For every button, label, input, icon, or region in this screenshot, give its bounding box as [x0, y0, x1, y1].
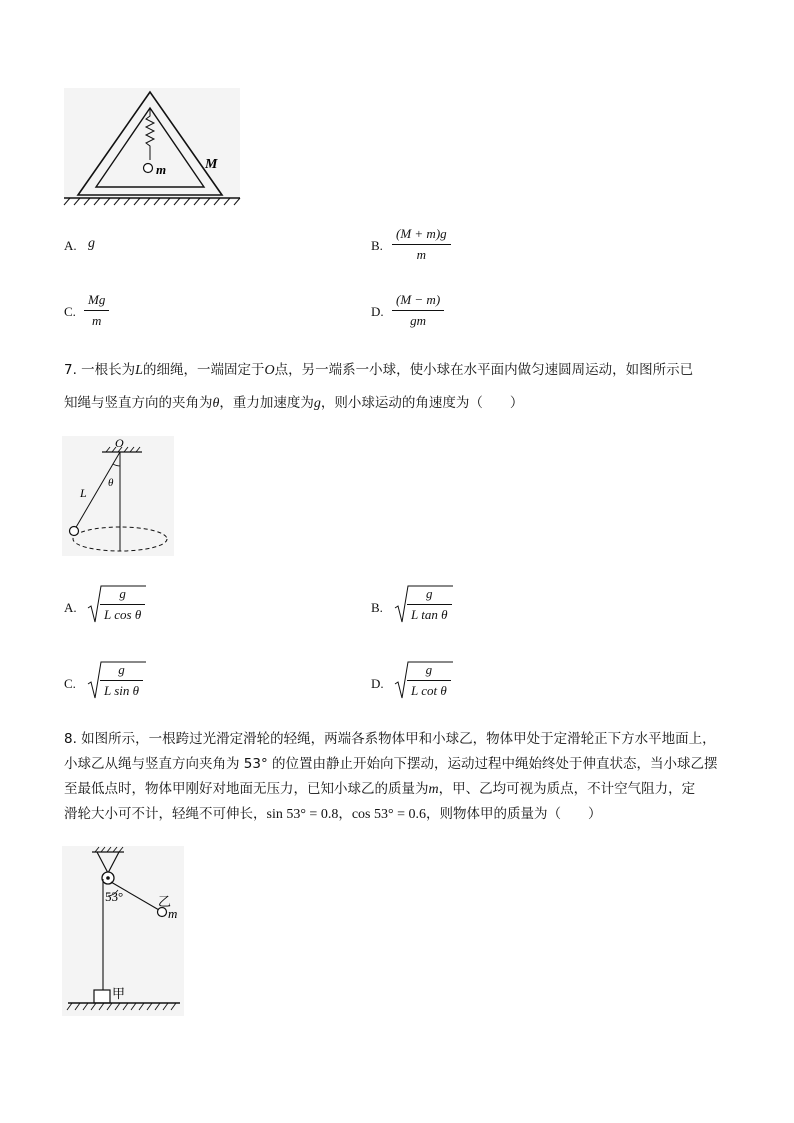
q7-option-c-sqrt [86, 660, 148, 702]
block-jia [94, 990, 110, 1003]
q6-option-b-fraction [392, 226, 451, 263]
ball [70, 527, 79, 536]
q6-option-b-label: B. [371, 238, 383, 253]
q7-option-a-sqrt [86, 584, 148, 626]
q6-option-d-label: D. [371, 304, 384, 319]
q6-option-b-denominator: m [416, 247, 427, 262]
q8-text-line-1: 8. 如图所示，一根跨过光滑定滑轮的轻绳，两端各系物体甲和小球乙，物体甲处于定滑轮正下方水平地面上， [64, 731, 716, 747]
q6-option-d-numerator: (M − m) [396, 292, 441, 307]
q7-option-b-label: B. [371, 600, 383, 615]
label-M: M [205, 157, 218, 172]
ball-m [144, 164, 153, 173]
q7-option-c-fraction: g L sin θ [100, 662, 143, 699]
q7-option-b-sqrt [393, 584, 455, 626]
label-m: m [156, 162, 167, 177]
q7-option-a-fraction: g L cos θ [100, 586, 145, 623]
q8-text-line-2: 小球乙从绳与竖直方向夹角为 53° 的位置由静止开始向下摆动，运动过程中绳始终处于伸直状态，当小球乙摆 [64, 756, 718, 772]
q6-option-b-numerator: (M + m)g [396, 226, 447, 241]
label-O: O [115, 436, 124, 450]
q8-text-line-3: 至最低点时，物体甲刚好对地面无压力，已知小球乙的质量为m，甲、乙均可视为质点，不计空气阻力，定 [64, 781, 696, 797]
q6-option-d-fraction [392, 292, 444, 329]
q6-option-c-label: C. [64, 304, 76, 319]
figure-pulley [62, 846, 184, 1016]
q6-option-d-denominator: gm [410, 313, 427, 328]
q6-option-a-value: g [88, 236, 95, 251]
q7-text-line-1: 7. 一根长为L的细绳，一端固定于O点，另一端系一小球，使小球在水平面内做匀速圆周运动，如图所示已 [64, 362, 694, 378]
q7-option-d-label: D. [371, 676, 384, 691]
q7-option-b-fraction: g L tan θ [407, 586, 452, 623]
q7-option-c-label: C. [64, 676, 76, 691]
label-m-yi: m [168, 906, 178, 921]
q7-option-a-label: A. [64, 600, 77, 615]
q7-option-d-fraction: g L cot θ [407, 662, 451, 699]
q6-option-c-denominator: m [91, 313, 102, 328]
label-theta: θ [108, 477, 114, 489]
figure-triangle-spring [62, 88, 242, 210]
q7-option-d-sqrt [393, 660, 455, 702]
q7-text-line-2: 知绳与竖直方向的夹角为θ，重力加速度为g，则小球运动的角速度为（ ） [64, 395, 524, 411]
label-jia: 甲 [112, 987, 126, 1002]
q6-option-c-fraction [84, 292, 109, 329]
label-L: L [80, 486, 87, 500]
q8-text-line-4: 滑轮大小可不计，轻绳不可伸长，sin 53° = 0.8，cos 53° = 0.6，则物体甲的质量为（ ） [64, 806, 602, 822]
figure-conical-pendulum [62, 436, 174, 556]
q6-option-c-numerator: Mg [88, 292, 106, 307]
q6-option-a-label: A. [64, 238, 77, 253]
label-yi: 乙 [158, 895, 172, 910]
label-53deg: 53° [105, 889, 124, 904]
